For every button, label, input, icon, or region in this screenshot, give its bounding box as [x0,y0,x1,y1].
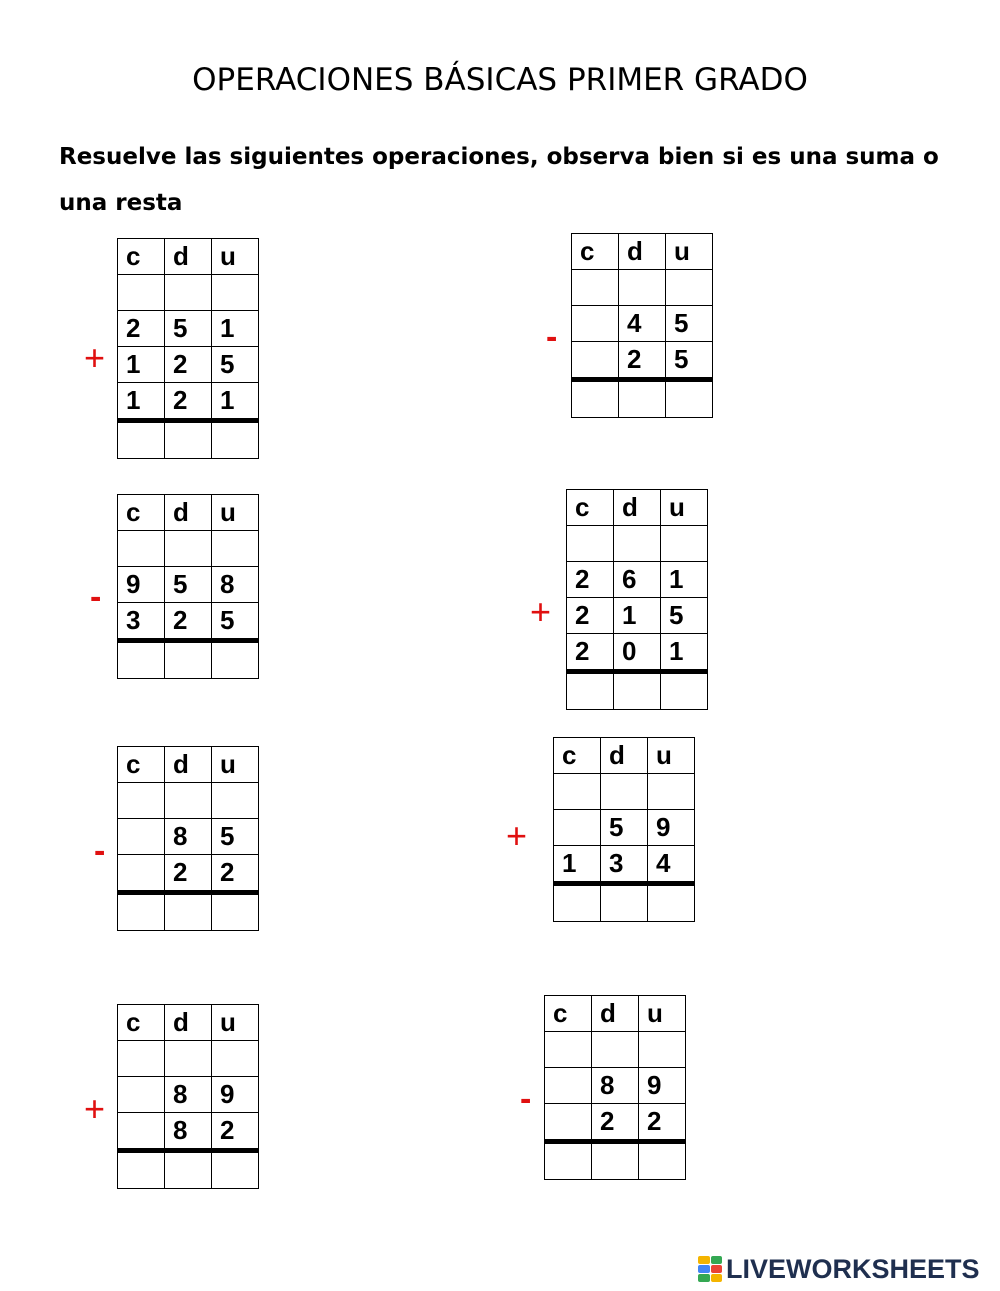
answer-cell[interactable] [118,783,165,819]
grid-row [118,383,259,421]
digit-cell: 2 [165,603,212,641]
grid-row [572,306,713,342]
digit-cell: 9 [648,810,695,846]
answer-cell[interactable] [118,893,165,931]
page-title: OPERACIONES BÁSICAS PRIMER GRADO [192,62,808,98]
digit-cell [554,810,601,846]
answer-cell[interactable] [592,1032,639,1068]
place-value-header: c [567,490,614,526]
grid-header-row [567,490,708,526]
answer-cell[interactable] [554,884,601,922]
place-value-header: u [648,738,695,774]
grid-header-row [572,234,713,270]
answer-cell[interactable] [118,1041,165,1077]
place-value-header: u [661,490,708,526]
plus-operator: + [506,815,528,856]
digit-cell: 5 [601,810,648,846]
digit-cell: 9 [118,567,165,603]
answer-cell[interactable] [165,531,212,567]
place-value-header: c [545,996,592,1032]
answer-cell[interactable] [545,1142,592,1180]
digit-cell: 1 [661,634,708,672]
digit-cell: 6 [614,562,661,598]
grid-row [118,275,259,311]
digit-cell: 1 [118,383,165,421]
place-value-header: d [165,239,212,275]
digit-cell: 5 [661,598,708,634]
answer-cell[interactable] [666,270,713,306]
answer-cell[interactable] [619,270,666,306]
grid-row [554,774,695,810]
answer-cell[interactable] [165,1151,212,1189]
logo-text: LIVEWORKSHEETS [726,1253,980,1284]
place-value-header: d [601,738,648,774]
digit-cell: 0 [614,634,661,672]
plus-operator: + [530,591,552,632]
place-value-header: c [572,234,619,270]
place-value-header: c [118,239,165,275]
digit-cell: 2 [619,342,666,380]
digit-cell [118,1077,165,1113]
digit-cell [118,855,165,893]
grid-header-row [118,495,259,531]
digit-cell: 4 [648,846,695,884]
grid-header-row [118,1005,259,1041]
grid-row [567,526,708,562]
grid-row [118,1041,259,1077]
digit-cell [545,1104,592,1142]
digit-cell: 8 [165,1113,212,1151]
answer-cell[interactable] [165,1041,212,1077]
digit-cell: 8 [212,567,259,603]
digit-cell: 2 [567,634,614,672]
minus-operator: - [546,318,558,356]
digit-cell: 3 [601,846,648,884]
liveworksheets-logo-icon [698,1256,722,1282]
place-value-header: u [666,234,713,270]
place-value-header: d [614,490,661,526]
answer-cell[interactable] [212,641,259,679]
grid-row [545,1032,686,1068]
answer-cell[interactable] [614,526,661,562]
answer-cell[interactable] [118,641,165,679]
grid-row [118,1113,259,1151]
place-value-header: u [639,996,686,1032]
instructions: Resuelve las siguientes operaciones, observa bien si es una suma o una resta [59,144,939,216]
grid-row [118,603,259,641]
answer-cell[interactable] [648,884,695,922]
grid-row [118,347,259,383]
answer-cell[interactable] [545,1032,592,1068]
digit-cell [118,819,165,855]
grid-row [545,1104,686,1142]
digit-cell: 5 [666,306,713,342]
digit-cell: 1 [614,598,661,634]
answer-cell[interactable] [212,531,259,567]
digit-cell: 5 [165,567,212,603]
operation-grid [544,995,686,1180]
answer-cell[interactable] [619,380,666,418]
grid-row [118,567,259,603]
grid-header-row [545,996,686,1032]
answer-cell[interactable] [165,783,212,819]
grid-header-row [118,747,259,783]
place-value-header: d [592,996,639,1032]
grid-row [118,311,259,347]
grid-row [118,1077,259,1113]
operation-grid [117,494,259,679]
digit-cell: 2 [212,1113,259,1151]
answer-cell[interactable] [592,1142,639,1180]
place-value-header: u [212,495,259,531]
place-value-header: c [554,738,601,774]
answer-row [118,893,259,931]
minus-operator: - [94,832,106,870]
digit-cell: 9 [639,1068,686,1104]
answer-cell[interactable] [567,672,614,710]
place-value-header: c [118,747,165,783]
answer-cell[interactable] [118,531,165,567]
digit-cell: 2 [567,562,614,598]
answer-cell[interactable] [648,774,695,810]
answer-cell[interactable] [567,526,614,562]
grid-header-row [554,738,695,774]
answer-cell[interactable] [601,884,648,922]
answer-row [118,1151,259,1189]
place-value-header: u [212,1005,259,1041]
answer-cell[interactable] [661,526,708,562]
digit-cell: 2 [118,311,165,347]
grid-row [118,855,259,893]
operation-grid [117,746,259,931]
place-value-header: u [212,239,259,275]
answer-cell[interactable] [572,380,619,418]
answer-row [545,1142,686,1180]
answer-cell[interactable] [639,1032,686,1068]
digit-cell: 2 [592,1104,639,1142]
digit-cell: 1 [212,383,259,421]
operation-grid [553,737,695,922]
answer-cell[interactable] [165,275,212,311]
answer-cell[interactable] [212,893,259,931]
grid-row [118,783,259,819]
answer-cell[interactable] [165,641,212,679]
place-value-header: c [118,1005,165,1041]
grid-row [572,342,713,380]
digit-cell: 1 [661,562,708,598]
operation-grid [117,1004,259,1189]
digit-cell: 2 [165,383,212,421]
digit-cell: 5 [212,603,259,641]
digit-cell: 5 [212,819,259,855]
digit-cell: 2 [165,347,212,383]
minus-operator: - [90,578,102,616]
grid-row [567,634,708,672]
grid-row [554,846,695,884]
digit-cell: 5 [666,342,713,380]
answer-cell[interactable] [661,672,708,710]
answer-cell[interactable] [118,1151,165,1189]
digit-cell: 4 [619,306,666,342]
answer-cell[interactable] [212,1151,259,1189]
digit-cell: 2 [212,855,259,893]
answer-row [554,884,695,922]
grid-row [567,562,708,598]
answer-row [118,641,259,679]
digit-cell: 5 [212,347,259,383]
answer-cell[interactable] [572,270,619,306]
digit-cell: 1 [212,311,259,347]
answer-cell[interactable] [212,421,259,459]
digit-cell: 3 [118,603,165,641]
grid-row [572,270,713,306]
digit-cell: 5 [165,311,212,347]
answer-cell[interactable] [666,380,713,418]
answer-cell[interactable] [212,275,259,311]
plus-operator: + [84,1088,106,1129]
grid-row [545,1068,686,1104]
place-value-header: d [165,747,212,783]
grid-header-row [118,239,259,275]
digit-cell: 8 [165,1077,212,1113]
liveworksheets-logo [698,1254,980,1284]
digit-cell [572,306,619,342]
digit-cell: 2 [639,1104,686,1142]
operation-grid [117,238,259,459]
answer-cell[interactable] [212,1041,259,1077]
answer-row [118,421,259,459]
grid-row [567,598,708,634]
grid-row [554,810,695,846]
digit-cell: 1 [118,347,165,383]
answer-cell[interactable] [165,421,212,459]
plus-operator: + [84,337,106,378]
answer-cell[interactable] [639,1142,686,1180]
digit-cell: 9 [212,1077,259,1113]
digit-cell [545,1068,592,1104]
digit-cell: 2 [567,598,614,634]
answer-cell[interactable] [212,783,259,819]
answer-cell[interactable] [165,893,212,931]
digit-cell: 8 [592,1068,639,1104]
place-value-header: c [118,495,165,531]
answer-cell[interactable] [601,774,648,810]
digit-cell: 2 [165,855,212,893]
digit-cell: 8 [165,819,212,855]
minus-operator: - [520,1080,532,1118]
answer-row [567,672,708,710]
digit-cell [572,342,619,380]
place-value-header: d [165,1005,212,1041]
answer-cell[interactable] [118,275,165,311]
answer-cell[interactable] [614,672,661,710]
answer-cell[interactable] [554,774,601,810]
grid-row [118,531,259,567]
digit-cell [118,1113,165,1151]
operation-grid [571,233,713,418]
grid-row [118,819,259,855]
answer-row [572,380,713,418]
place-value-header: u [212,747,259,783]
answer-cell[interactable] [118,421,165,459]
place-value-header: d [165,495,212,531]
digit-cell: 1 [554,846,601,884]
operation-grid [566,489,708,710]
place-value-header: d [619,234,666,270]
